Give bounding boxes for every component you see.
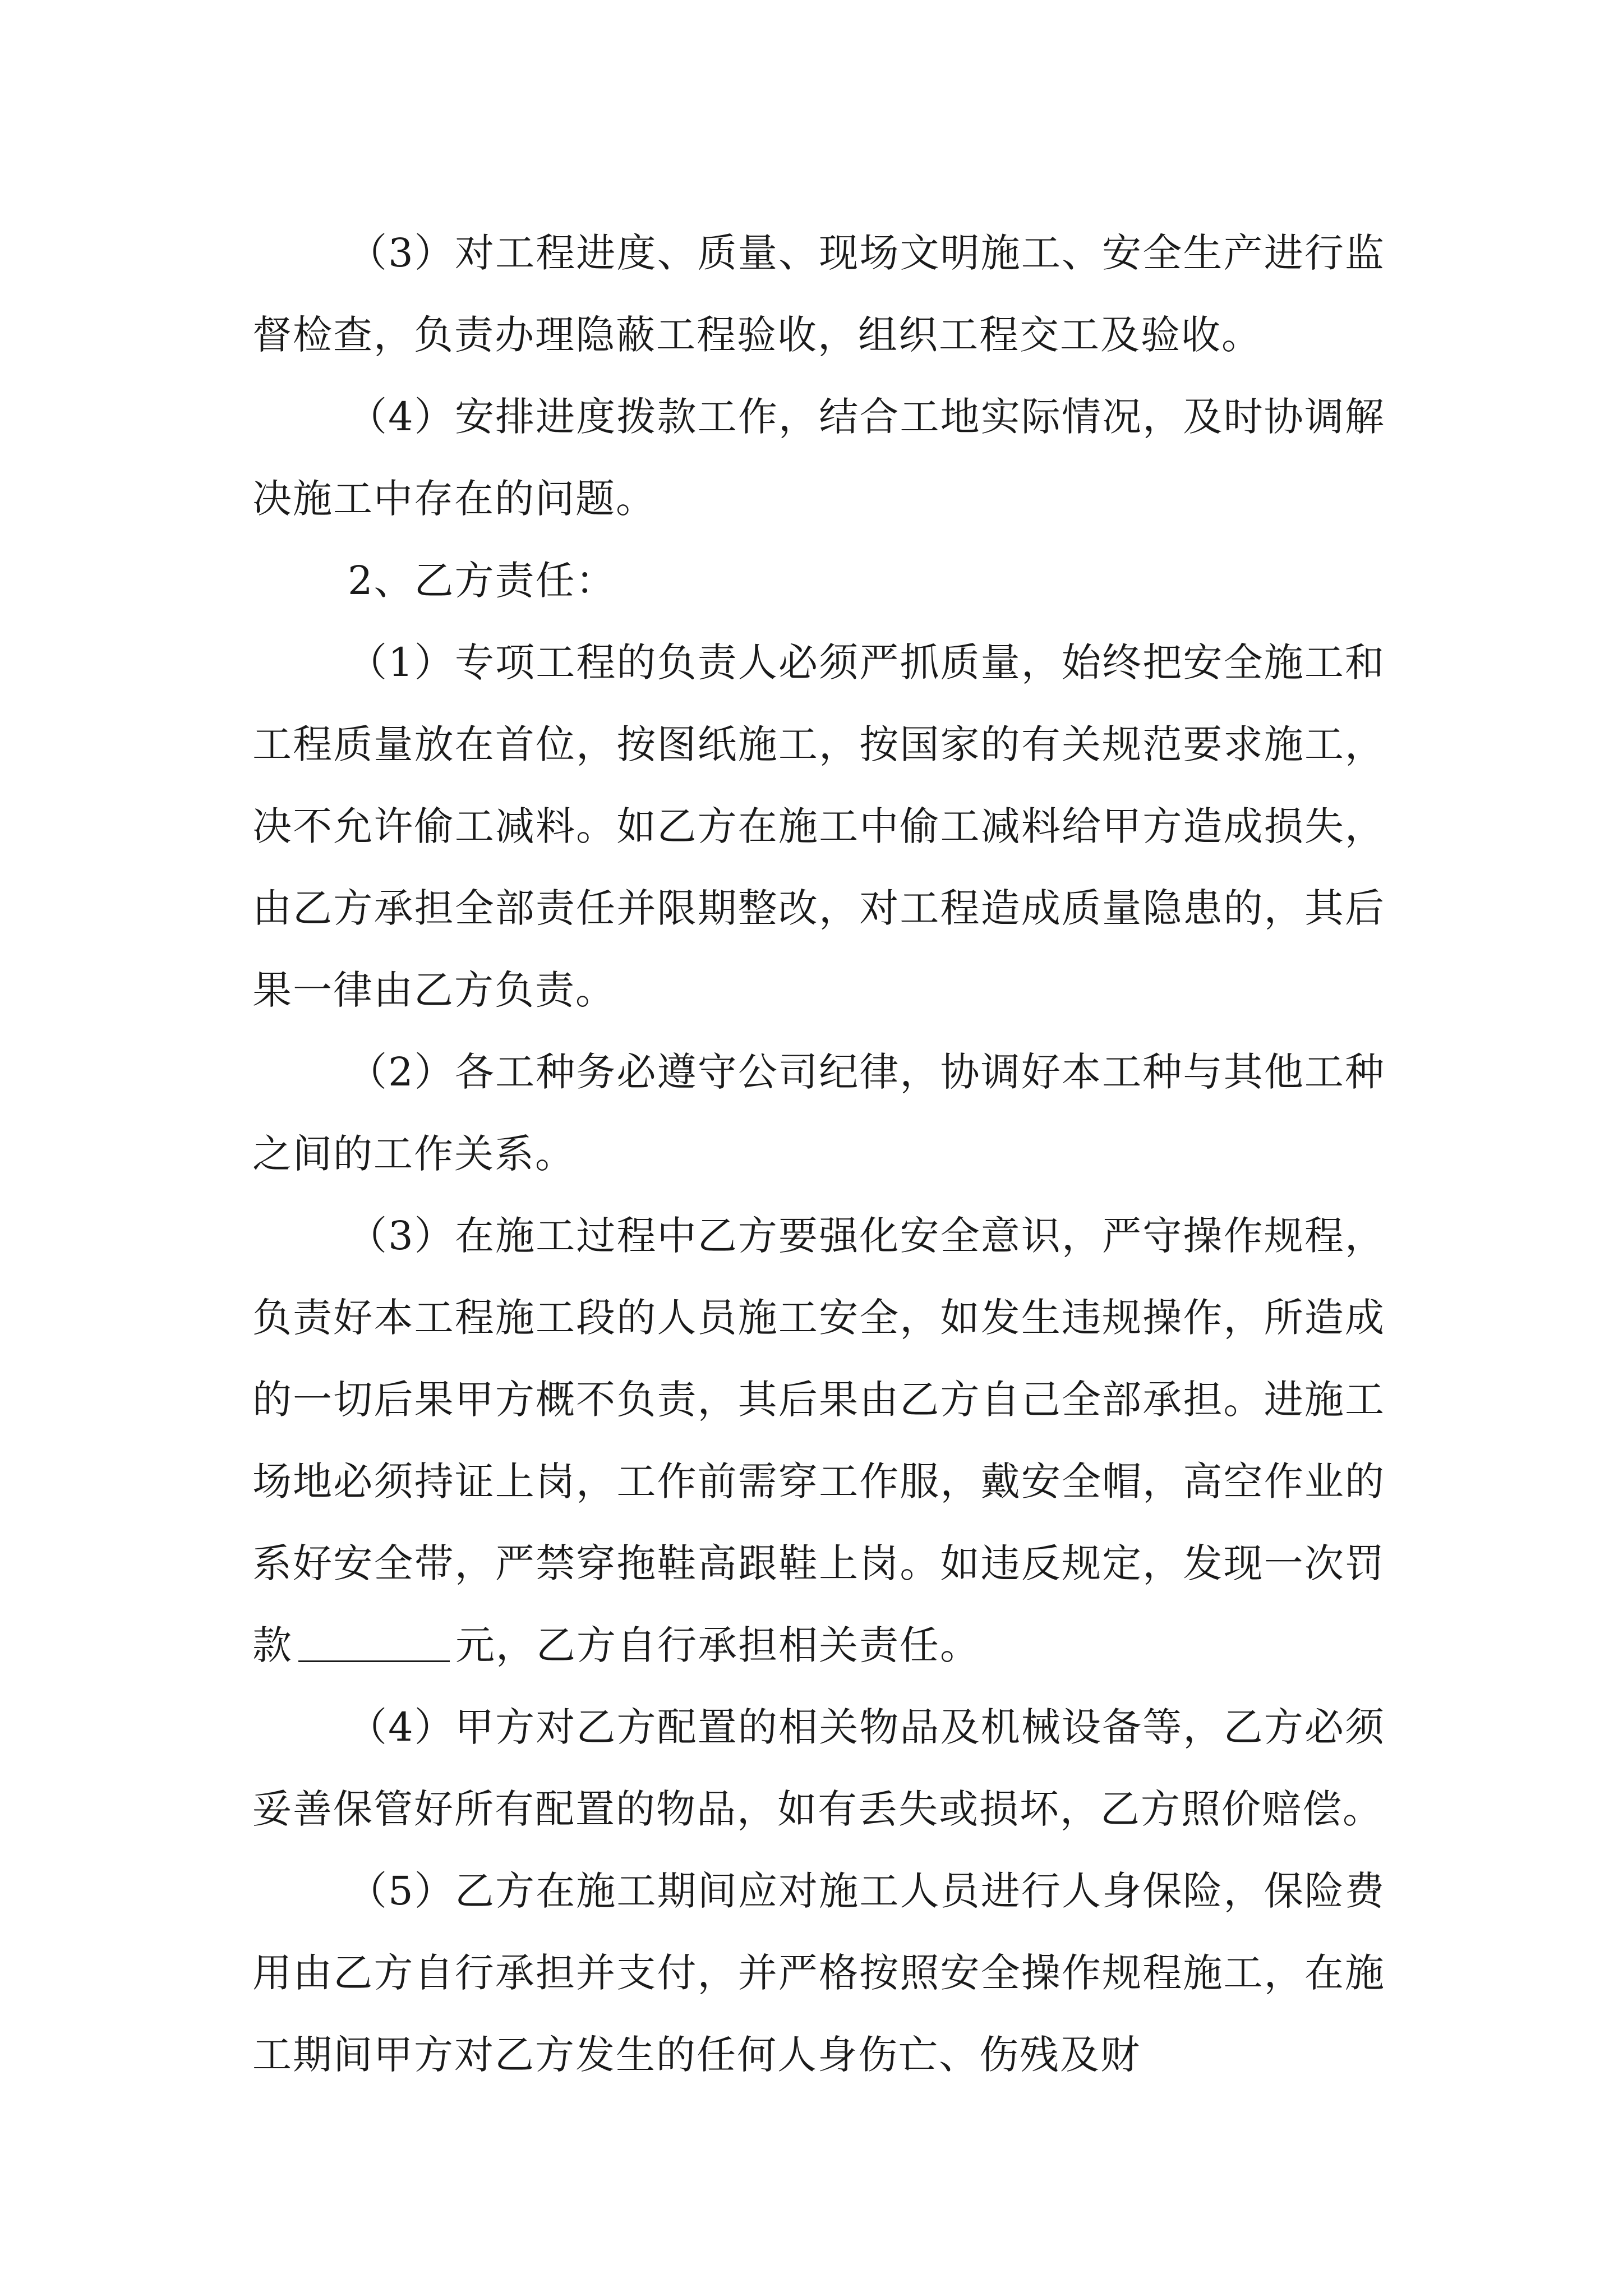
fine-amount-blank	[298, 1627, 450, 1662]
section-heading-party-b: 2、乙方责任：	[348, 558, 616, 604]
paragraph-party-a-item-3: （3）对工程进度、质量、现场文明施工、安全生产进行监督检查，负责办理隐蔽工程验收，组织工程交工及验收。	[252, 230, 1385, 358]
document-body	[252, 212, 1385, 2096]
paragraph-party-b-item-3-tail: 元，乙方自行承担相关责任。	[455, 1622, 980, 1668]
paragraph-party-a-item-4: （4）安排进度拨款工作，结合工地实际情况，及时协调解决施工中存在的问题。	[252, 394, 1385, 522]
paragraph-party-b-item-2: （2）各工种务必遵守公司纪律，协调好本工种与其他工种之间的工作关系。	[252, 1049, 1385, 1177]
paragraph-party-b-item-3	[252, 1195, 1385, 1686]
paragraph-party-b-item-1: （1）专项工程的负责人必须严抓质量，始终把安全施工和工程质量放在首位，按图纸施工，按国家的有关规范要求施工，决不允许偷工减料。如乙方在施工中偷工减料给甲方造成损失，由乙方承担全部责任并限期整改，对工程造成质量隐患的，其后果一律由乙方负责。	[252, 639, 1385, 1013]
paragraph-party-b-item-5: （5）乙方在施工期间应对施工人员进行人身保险，保险费用由乙方自行承担并支付，并严格按照安全操作规程施工，在施工期间甲方对乙方发生的任何人身伤亡、伤残及财	[252, 1868, 1385, 2078]
paragraph-party-b-item-4: （4）甲方对乙方配置的相关物品及机械设备等，乙方必须妥善保管好所有配置的物品，如有丢失或损坏，乙方照价赔偿。	[252, 1704, 1385, 1832]
paragraph-party-b-item-3-text: （3）在施工过程中乙方要强化安全意识，严守操作规程，负责好本工程施工段的人员施工安全，如发生违规操作，所造成的一切后果甲方概不负责，其后果由乙方自己全部承担。进施工场地必须持证上岗，工作前需穿工作服，戴安全帽，高空作业的系好安全带，严禁穿拖鞋高跟鞋上岗。如违反规定，发现一次罚款	[252, 1213, 1385, 1668]
